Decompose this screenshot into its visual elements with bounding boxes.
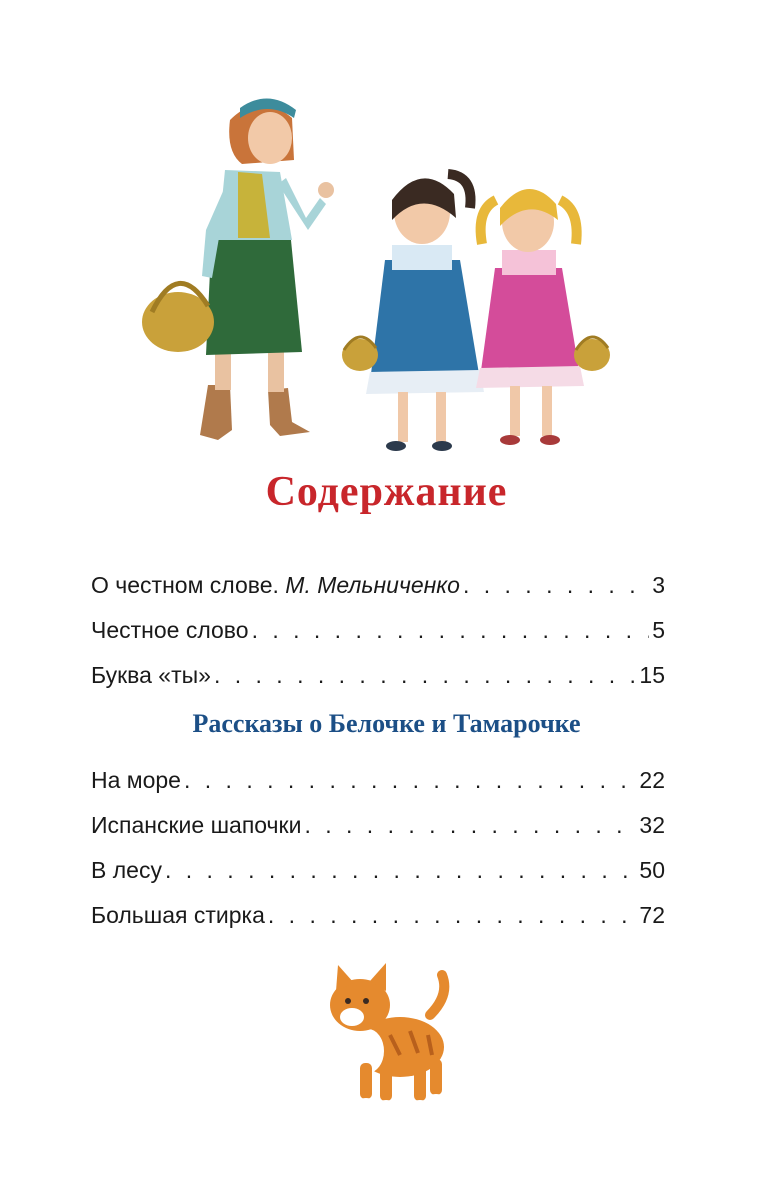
toc-entry-author: М. Мельниченко <box>285 572 460 598</box>
toc-entry-page: 15 <box>639 662 665 688</box>
dot-leader <box>165 848 636 893</box>
section-title: Рассказы о Белочке и Тамарочке <box>192 709 581 738</box>
contents-list-part2 <box>91 758 665 938</box>
toc-entry-title: На море <box>91 767 181 793</box>
toc-entry[interactable] <box>91 563 665 608</box>
dot-leader <box>268 893 637 938</box>
toc-entry[interactable] <box>91 653 665 698</box>
toc-entry-page: 32 <box>639 812 665 838</box>
ginger-kitten-illustration <box>320 955 460 1115</box>
toc-entry-page: 5 <box>652 617 665 643</box>
toc-entry[interactable] <box>91 803 665 848</box>
toc-entry-title: Честное слово <box>91 617 249 643</box>
toc-entry-page: 50 <box>639 857 665 883</box>
toc-entry[interactable] <box>91 758 665 803</box>
page-title: Содержание <box>265 469 508 515</box>
girl-pink-dress-figure <box>476 189 610 445</box>
girl-blue-dress-figure <box>342 174 484 451</box>
woman-figure <box>142 98 334 440</box>
toc-entry-page: 3 <box>652 572 665 598</box>
toc-entry-title: В лесу <box>91 857 162 883</box>
toc-entry-title: Большая стирка <box>91 902 265 928</box>
dot-leader <box>252 608 650 653</box>
toc-entry[interactable] <box>91 893 665 938</box>
dot-leader <box>184 758 636 803</box>
toc-entry-page: 22 <box>639 767 665 793</box>
contents-list-part1 <box>91 563 665 698</box>
dot-leader <box>214 653 636 698</box>
toc-entry-title: Буква «ты» <box>91 662 211 688</box>
toc-entry-page: 72 <box>639 902 665 928</box>
toc-entry-title: Испанские шапочки <box>91 812 302 838</box>
toc-entry[interactable] <box>91 608 665 653</box>
dot-leader <box>304 803 636 848</box>
toc-entry[interactable] <box>91 848 665 893</box>
woman-and-two-girls-illustration <box>130 80 630 460</box>
dot-leader <box>463 563 649 608</box>
toc-entry-title: О честном слове. <box>91 572 279 598</box>
